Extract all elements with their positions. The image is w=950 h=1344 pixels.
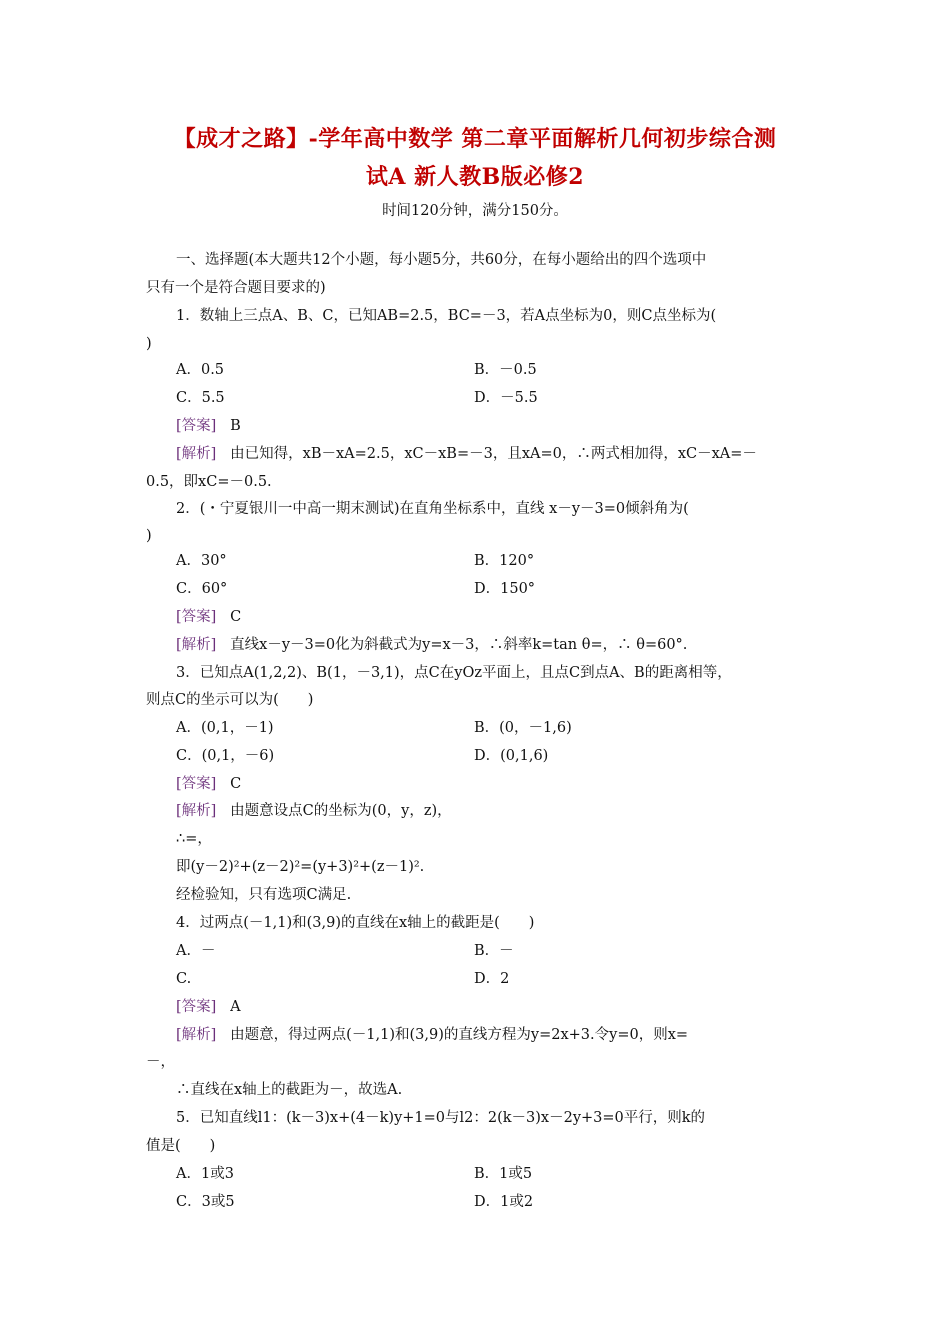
q1-analysis-tag: [解析] [176, 446, 217, 462]
q4-analysis-tag: [解析] [176, 1027, 217, 1043]
q3-analysis-tag: [解析] [176, 803, 217, 819]
q2-option-b: B．120° [474, 553, 535, 569]
q2-option-c: C．60° [176, 581, 228, 597]
q3-option-c: C．(0,1，－6) [176, 748, 275, 764]
q3-analysis-line-1: 由题意设点C的坐标为(0，y，z)， [230, 803, 452, 819]
q5-option-a: A．1或3 [176, 1166, 234, 1182]
q1-stem-line-2: ) [146, 336, 152, 352]
q1-answer-tag: [答案] [176, 418, 217, 434]
title-line-2: 试A 新人教B版必修2 [365, 164, 585, 190]
q2-stem-line-1: 2．(・宁夏银川一中高一期末测试)在直角坐标系中，直线 x－y－3=0倾斜角为( [176, 501, 689, 517]
q4-option-c: C. [176, 971, 192, 987]
q1-analysis-line-1: 由已知得，xB－xA=2.5，xC－xB=－3，且xA=0，∴两式相加得，xC－xA=－ [230, 446, 757, 462]
q3-option-a: A．(0,1，－1) [176, 720, 274, 736]
q1-option-d: D．－5.5 [474, 390, 538, 406]
q2-answer-tag: [答案] [176, 609, 217, 625]
q2-analysis-line-1: 直线x－y－3=0化为斜截式为y=x－3，∴斜率k=tan θ=，∴ θ=60°. [230, 637, 688, 653]
q5-stem-line-2: 值是( ) [146, 1138, 216, 1154]
q1-answer: B [230, 418, 241, 434]
q2-answer: C [230, 609, 242, 625]
q2-stem-line-2: ) [146, 528, 152, 544]
q1-analysis-line-2: 0.5，即xC=－0.5. [146, 474, 272, 490]
q1-option-a: A．0.5 [176, 362, 225, 378]
q5-stem-line-1: 5．已知直线l1：(k－3)x+(4－k)y+1=0与l2：2(k－3)x－2y+3=0平行，则k的 [176, 1110, 706, 1126]
q4-answer-tag: [答案] [176, 999, 217, 1015]
section-heading-line-2: 只有一个是符合题目要求的) [146, 280, 326, 296]
q4-answer: A [230, 999, 241, 1015]
q1-answer-row [176, 417, 241, 435]
q1-option-b: B．－0.5 [474, 362, 537, 378]
q3-answer-row [176, 775, 241, 793]
q4-option-a: A．－ [176, 943, 216, 959]
q4-analysis-row [176, 1026, 688, 1044]
q5-option-c: C．3或5 [176, 1194, 235, 1210]
q2-option-d: D．150° [474, 581, 536, 597]
q4-stem-line-1: 4．过两点(－1,1)和(3,9)的直线在x轴上的截距是( ) [176, 915, 535, 931]
q1-stem-line-1: 1．数轴上三点A、B、C，已知AB=2.5，BC=－3，若A点坐标为0，则C点坐标为( [176, 308, 717, 324]
q1-analysis-row [176, 445, 757, 463]
q5-option-d: D．1或2 [474, 1194, 534, 1210]
q3-analysis-row [176, 802, 452, 820]
section-heading-line-1: 一、选择题(本大题共12个小题，每小题5分，共60分，在每小题给出的四个选项中 [176, 252, 707, 268]
q4-analysis-line-1: 由题意，得过两点(－1,1)和(3,9)的直线方程为y=2x+3.令y=0，则x= [230, 1027, 689, 1043]
q3-option-b: B．(0，－1,6) [474, 720, 572, 736]
q3-answer: C [230, 776, 242, 792]
q4-option-d: D．2 [474, 971, 510, 987]
q3-analysis-line-4: 经检验知，只有选项C满足. [176, 887, 352, 903]
q4-analysis-line-3: ∴直线在x轴上的截距为－，故选A. [176, 1082, 403, 1098]
time-info: 时间120分钟，满分150分。 [382, 203, 568, 219]
q3-analysis-line-2: ∴=， [176, 831, 212, 847]
title-line-1: 【成才之路】-学年高中数学 第二章平面解析几何初步综合测 [173, 126, 777, 152]
q4-answer-row [176, 998, 241, 1016]
q2-analysis-row [176, 636, 687, 654]
q5-option-b: B．1或5 [474, 1166, 533, 1182]
q3-option-d: D．(0,1,6) [474, 748, 549, 764]
q3-stem-line-1: 3．已知点A(1,2,2)、B(1，－3,1)，点C在yOz平面上，且点C到点A、B的距离相等， [176, 665, 732, 681]
q2-option-a: A．30° [176, 553, 227, 569]
q2-analysis-tag: [解析] [176, 637, 217, 653]
q4-option-b: B．－ [474, 943, 514, 959]
q3-stem-line-2: 则点C的坐示可以为( ) [146, 692, 314, 708]
q3-answer-tag: [答案] [176, 776, 217, 792]
q4-analysis-line-2: －， [146, 1054, 175, 1070]
q3-analysis-line-3: 即(y－2)²+(z－2)²=(y+3)²+(z－1)². [176, 859, 425, 875]
q1-option-c: C．5.5 [176, 390, 225, 406]
q2-answer-row [176, 608, 241, 626]
